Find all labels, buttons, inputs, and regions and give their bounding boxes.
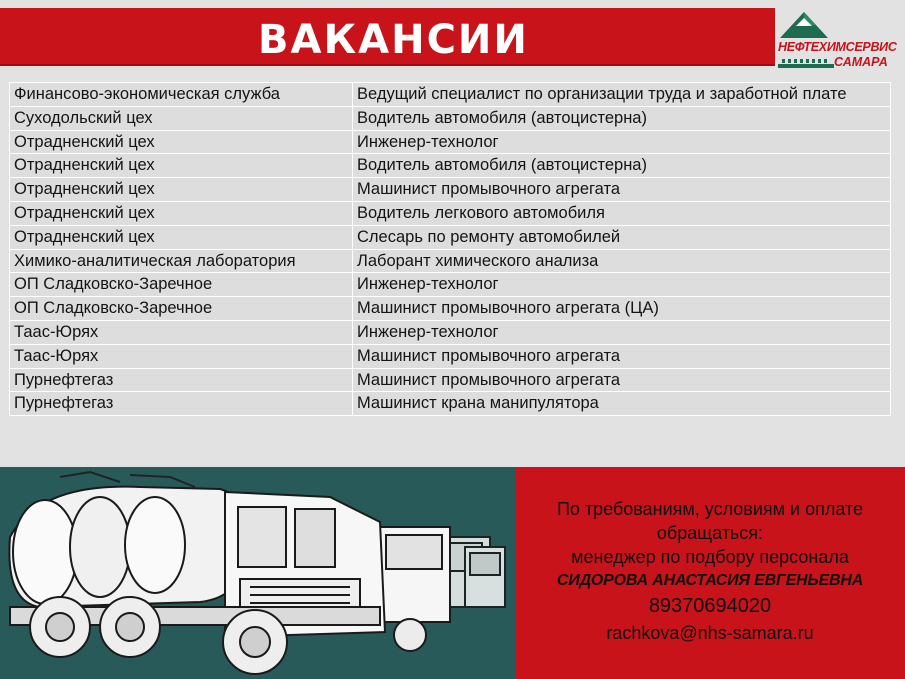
table-row: [10, 368, 891, 392]
table-row: [10, 249, 891, 273]
truck-illustration-panel: [0, 467, 515, 679]
header-banner: [0, 8, 775, 66]
table-row: [10, 154, 891, 178]
department-cell: Отрадненский цех: [10, 154, 353, 178]
position-cell: Машинист промывочного агрегата: [353, 344, 891, 368]
department-cell: ОП Сладковско-Заречное: [10, 297, 353, 321]
contact-email-link[interactable]: rachkova@nhs-samara.ru: [606, 623, 814, 643]
department-cell: Отрадненский цех: [10, 225, 353, 249]
contact-phone[interactable]: 89370694020: [648, 595, 772, 617]
table-row: [10, 273, 891, 297]
department-cell: Таас-Юрях: [10, 320, 353, 344]
table-row: [10, 201, 891, 225]
position-cell: Слесарь по ремонту автомобилей: [353, 225, 891, 249]
position-cell: Инженер-технолог: [353, 320, 891, 344]
position-cell: Водитель автомобиля (автоцистерна): [353, 106, 891, 130]
department-cell: Химико-аналитическая лаборатория: [10, 249, 353, 273]
contact-intro-2: обращаться:: [656, 523, 764, 543]
position-cell: Машинист промывочного агрегата: [353, 368, 891, 392]
vacancies-table-body: [10, 83, 891, 416]
department-cell: Отрадненский цех: [10, 130, 353, 154]
table-row: [10, 297, 891, 321]
page-title: ВАКАНСИИ: [258, 17, 529, 63]
table-row: [10, 320, 891, 344]
position-cell: Машинист крана манипулятора: [353, 392, 891, 416]
table-row: [10, 178, 891, 202]
logo-name: НЕФТЕХИМСЕРВИС: [778, 40, 897, 54]
department-cell: Отрадненский цех: [10, 201, 353, 225]
position-cell: Лаборант химического анализа: [353, 249, 891, 273]
table-row: [10, 130, 891, 154]
logo-city: САМАРА: [834, 55, 888, 69]
department-cell: Пурнефтегаз: [10, 392, 353, 416]
table-row: [10, 83, 891, 107]
position-cell: Машинист промывочного агрегата (ЦА): [353, 297, 891, 321]
department-cell: ОП Сладковско-Заречное: [10, 273, 353, 297]
contact-name: СИДОРОВА АНАСТАСИЯ ЕВГЕНЬЕВНА: [556, 572, 864, 589]
table-row: [10, 344, 891, 368]
contact-role: менеджер по подбору персонала: [571, 547, 849, 567]
company-logo: [776, 6, 902, 72]
vacancies-table: [9, 82, 891, 416]
department-cell: Таас-Юрях: [10, 344, 353, 368]
department-cell: Суходольский цех: [10, 106, 353, 130]
position-cell: Ведущий специалист по организации труда и заработной плате: [353, 83, 891, 107]
position-cell: Водитель автомобиля (автоцистерна): [353, 154, 891, 178]
department-cell: Отрадненский цех: [10, 178, 353, 202]
table-row: [10, 106, 891, 130]
table-row: [10, 392, 891, 416]
position-cell: Машинист промывочного агрегата: [353, 178, 891, 202]
position-cell: Водитель легкового автомобиля: [353, 201, 891, 225]
position-cell: Инженер-технолог: [353, 273, 891, 297]
table-row: [10, 225, 891, 249]
tank-truck-icon: [0, 467, 515, 679]
contact-panel: [515, 467, 905, 679]
position-cell: Инженер-технолог: [353, 130, 891, 154]
department-cell: Пурнефтегаз: [10, 368, 353, 392]
footer-section: [0, 467, 905, 679]
department-cell: Финансово-экономическая служба: [10, 83, 353, 107]
contact-intro: По требованиям, условиям и оплате: [556, 499, 864, 519]
